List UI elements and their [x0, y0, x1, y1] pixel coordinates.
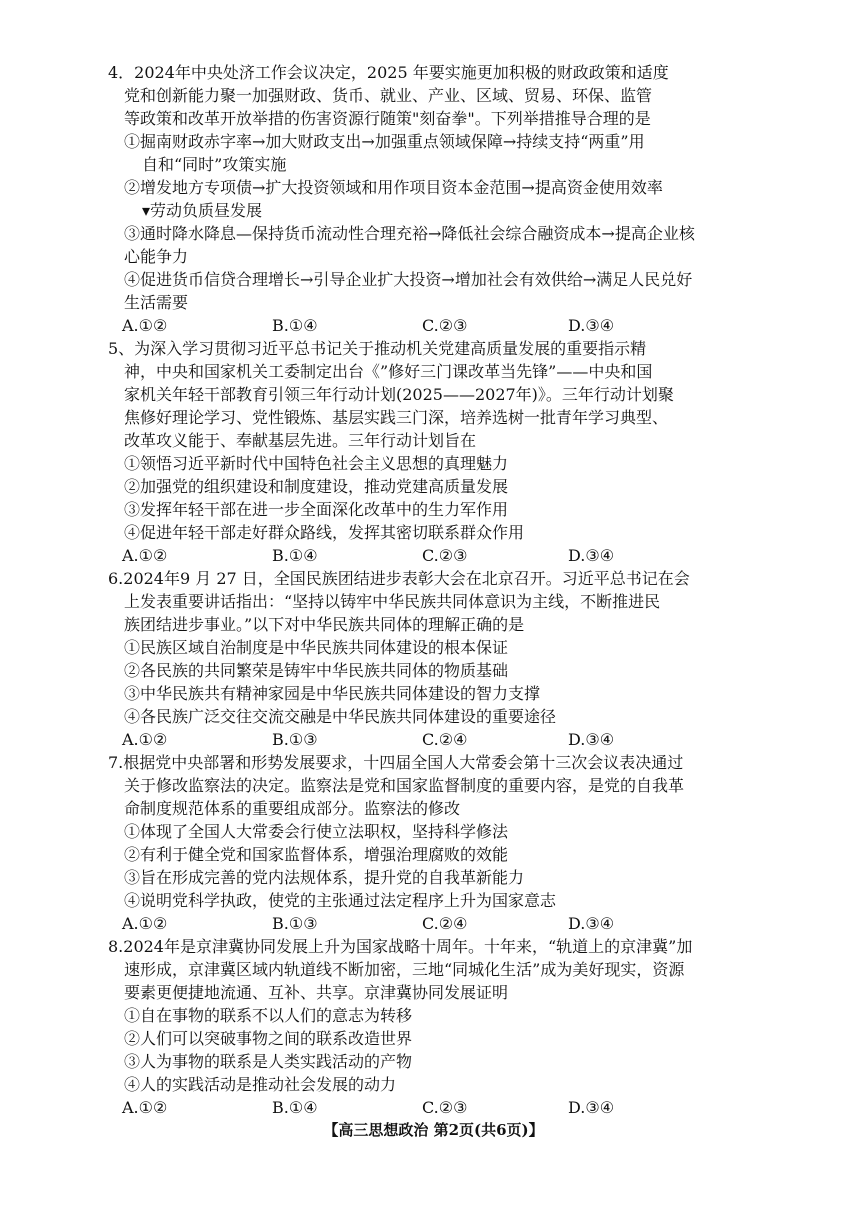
- question-6-stem-line: 6.2024年9 月 27 日，全国民族团结进步表彰大会在北京召开。习近平总书记在会: [108, 569, 690, 588]
- option-c[interactable]: C.②③: [422, 1098, 468, 1117]
- question-6-choice-4: ④各民族广泛交往交流交融是中华民族共同体建设的重要途径: [124, 707, 557, 726]
- option-b[interactable]: B.①④: [272, 546, 318, 565]
- option-d[interactable]: D.③④: [568, 316, 615, 335]
- question-6-choice-3: ③中华民族共有精神家园是中华民族共同体建设的智力支撑: [124, 684, 541, 703]
- question-5-choice-1: ①领悟习近平新时代中国特色社会主义思想的真理魅力: [124, 454, 509, 473]
- question-4-stem-line: 4．2024年中央处济工作会议决定，2025 年要实施更加积极的财政政策和适度: [108, 63, 669, 82]
- option-b[interactable]: B.①④: [272, 1098, 318, 1117]
- question-4-stem-line: 等政策和改革开放举措的伤害资源行随策"刻奋拳"。下列举措推导合理的是: [124, 109, 651, 128]
- question-8-choice-4: ④人的实践活动是推动社会发展的动力: [124, 1075, 397, 1094]
- question-6-options: [122, 729, 642, 751]
- question-7-stem-line: 关于修改监察法的决定。监察法是党和国家监督制度的重要内容，是党的自我革: [124, 776, 685, 795]
- page-footer: 【高三思想政治 第2页(共6页)】: [323, 1121, 544, 1139]
- question-4-options: [122, 315, 642, 337]
- option-a[interactable]: A.①②: [122, 914, 168, 933]
- question-5-choice-2: ②加强党的组织建设和制度建设，推动党建高质量发展: [124, 477, 509, 496]
- question-8-options: [122, 1097, 642, 1119]
- question-4-choice-4-cont: 生活需要: [124, 293, 189, 312]
- question-7-choice-2: ②有利于健全党和国家监督体系，增强治理腐败的效能: [124, 845, 509, 864]
- question-5-stem-line: 神，中央和国家机关工委制定出台《”修好三门课改革当先锋”——中央和国: [124, 362, 653, 381]
- question-5-stem-line: 家机关年轻干部教育引领三年行动计划(2025——2027年)》。三年行动计划聚: [124, 385, 674, 404]
- question-6-stem-line: 族团结进步事业。”以下对中华民族共同体的理解正确的是: [124, 615, 525, 634]
- option-b[interactable]: B.①③: [272, 730, 318, 749]
- question-8-choice-3: ③人为事物的联系是人类实践活动的产物: [124, 1052, 413, 1071]
- question-7-stem-line: 7.根据党中央部署和形势发展要求，十四届全国人大常委会第十三次会议表决通过: [108, 753, 684, 772]
- question-5-stem-line: 5、为深入学习贯彻习近平总书记关于推动机关党建高质量发展的重要指示精: [108, 339, 647, 358]
- option-c[interactable]: C.②③: [422, 316, 468, 335]
- question-7-choice-1: ①体现了全国人大常委会行使立法职权，坚持科学修法: [124, 822, 509, 841]
- question-6-stem-line: 上发表重要讲话指出：“坚持以铸牢中华民族共同体意识为主线，不断推进民: [124, 592, 661, 611]
- question-4-choice-2-cont: ▾劳动负质昼发展: [142, 201, 263, 220]
- question-4-choice-1-cont: 自和“同时”攻策实施: [142, 155, 287, 174]
- option-b[interactable]: B.①③: [272, 914, 318, 933]
- option-d[interactable]: D.③④: [568, 914, 615, 933]
- question-5-choice-4: ④促进年轻干部走好群众路线，发挥其密切联系群众作用: [124, 523, 525, 542]
- question-7-stem-line: 命制度规范体系的重要组成部分。监察法的修改: [124, 799, 461, 818]
- question-5-options: [122, 545, 642, 567]
- question-8-stem-line: 要素更便捷地流通、互补、共享。京津冀协同发展证明: [124, 983, 509, 1002]
- option-c[interactable]: C.②④: [422, 914, 468, 933]
- option-d[interactable]: D.③④: [568, 1098, 615, 1117]
- option-a[interactable]: A.①②: [122, 1098, 168, 1117]
- question-4-choice-3: ③通时降水降息—保持货币流动性合理充裕→降低社会综合融资成本→提高企业核: [124, 224, 695, 243]
- question-8-choice-1: ①自在事物的联系不以人们的意志为转移: [124, 1006, 413, 1025]
- question-5-stem-line: 焦修好理论学习、党性锻炼、基层实践三门深，培养选树一批青年学习典型、: [124, 408, 669, 427]
- question-6-choice-1: ①民族区域自治制度是中华民族共同体建设的根本保证: [124, 638, 509, 657]
- option-a[interactable]: A.①②: [122, 316, 168, 335]
- question-4-choice-1: ①掘南财政赤字率→加大财政支出→加强重点领域保障→持续支持“两重”用: [124, 132, 645, 151]
- question-4-choice-3-cont: 心能争力: [124, 247, 189, 266]
- question-4-stem-line: 党和创新能力聚一加强财政、货币、就业、产业、区域、贸易、环保、监管: [124, 86, 653, 105]
- question-5-stem-line: 改革攻义能于、奉献基层先进。三年行动计划旨在: [124, 431, 477, 450]
- question-7-choice-3: ③旨在形成完善的党内法规体系，提升党的自我革新能力: [124, 868, 525, 887]
- question-6-choice-2: ②各民族的共同繁荣是铸牢中华民族共同体的物质基础: [124, 661, 509, 680]
- option-c[interactable]: C.②④: [422, 730, 468, 749]
- question-8-stem-line: 速形成，京津冀区域内轨道线不断加密，三地“同城化生活”成为美好现实，资源: [124, 960, 685, 979]
- question-4-choice-4: ④促进货币信贷合理增长→引导企业扩大投资→增加社会有效供给→满足人民兑好: [124, 270, 693, 289]
- question-8-choice-2: ②人们可以突破事物之间的联系改造世界: [124, 1029, 413, 1048]
- question-5-choice-3: ③发挥年轻干部在进一步全面深化改革中的生力军作用: [124, 500, 509, 519]
- option-c[interactable]: C.②③: [422, 546, 468, 565]
- question-7-options: [122, 913, 642, 935]
- option-d[interactable]: D.③④: [568, 546, 615, 565]
- option-b[interactable]: B.①④: [272, 316, 318, 335]
- question-8-stem-line: 8.2024年是京津冀协同发展上升为国家战略十周年。十年来，“轨道上的京津冀”加: [108, 937, 693, 956]
- option-a[interactable]: A.①②: [122, 546, 168, 565]
- option-d[interactable]: D.③④: [568, 730, 615, 749]
- question-4-choice-2: ②增发地方专项债→扩大投资领域和用作项目资本金范围→提高资金使用效率: [124, 178, 663, 197]
- question-7-choice-4: ④说明党科学执政，使党的主张通过法定程序上升为国家意志: [124, 891, 557, 910]
- option-a[interactable]: A.①②: [122, 730, 168, 749]
